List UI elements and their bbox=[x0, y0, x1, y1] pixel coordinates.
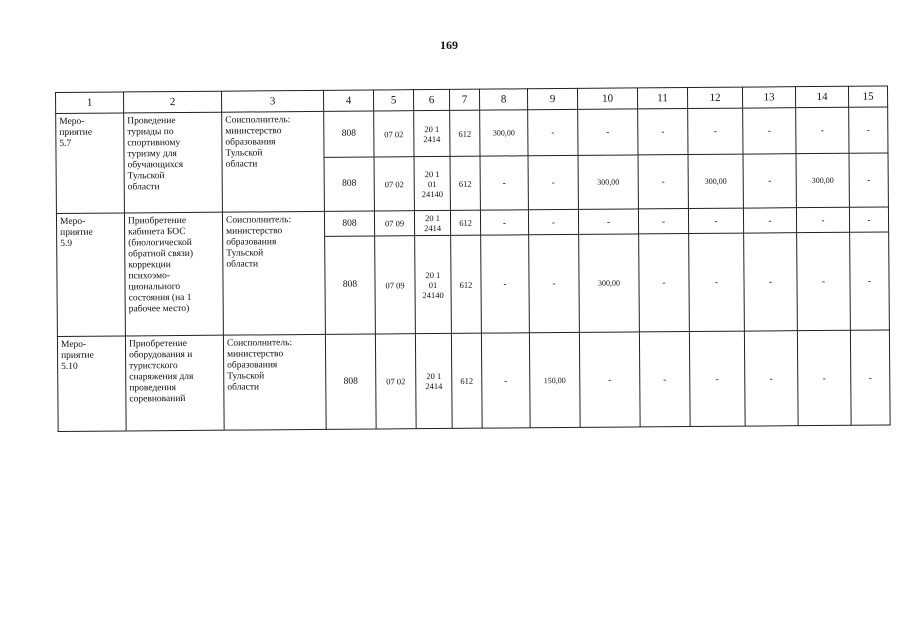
executor-line: области bbox=[226, 259, 259, 270]
code-line: 20 1 bbox=[425, 212, 440, 224]
description-line: ционального bbox=[128, 282, 181, 293]
grbs-code: 808 bbox=[324, 157, 374, 211]
value-cell: - bbox=[689, 331, 745, 426]
description-line: области bbox=[127, 182, 160, 193]
value-cell: - bbox=[796, 107, 849, 153]
grbs-code: 808 bbox=[324, 111, 374, 157]
code-line: 24140 bbox=[422, 289, 444, 300]
expense-type-code: 612 bbox=[451, 235, 482, 333]
executor-line: образования bbox=[226, 237, 277, 248]
column-header: 13 bbox=[742, 87, 795, 108]
value-cell: - bbox=[688, 108, 743, 154]
column-header: 11 bbox=[637, 88, 687, 109]
event-line: Меро- bbox=[59, 116, 85, 127]
value-cell: - bbox=[797, 232, 851, 330]
value-cell: - bbox=[849, 107, 888, 153]
executor-line: образования bbox=[225, 137, 276, 148]
value-cell: - bbox=[528, 209, 578, 234]
value-cell: - bbox=[743, 208, 796, 233]
column-header: 10 bbox=[577, 88, 637, 109]
expense-type-code: 612 bbox=[450, 210, 480, 235]
value-cell: - bbox=[850, 330, 890, 425]
table-row bbox=[56, 107, 888, 160]
description-line: спортивному bbox=[127, 138, 181, 149]
column-header: 15 bbox=[848, 86, 887, 107]
value-cell: - bbox=[639, 332, 690, 427]
code-line: 2414 bbox=[425, 380, 443, 392]
column-header: 3 bbox=[221, 90, 323, 112]
value-cell: 300,00 bbox=[579, 234, 640, 332]
executor-cell bbox=[223, 334, 326, 430]
value-cell: - bbox=[850, 232, 890, 330]
value-cell: - bbox=[480, 210, 528, 235]
code-line: 01 bbox=[428, 279, 438, 290]
value-cell: - bbox=[797, 330, 851, 425]
description-line: Приобретение bbox=[128, 338, 188, 350]
executor-cell bbox=[222, 211, 325, 335]
description-line: обратной связи) bbox=[128, 248, 194, 260]
event-line: Меро- bbox=[60, 339, 87, 350]
value-cell: - bbox=[743, 108, 796, 154]
column-header: 2 bbox=[124, 91, 222, 113]
value-cell: - bbox=[578, 209, 638, 234]
value-cell: - bbox=[578, 109, 638, 155]
section-code: 07 02 bbox=[374, 111, 414, 157]
value-cell: - bbox=[528, 155, 578, 209]
code-line: 20 1 bbox=[424, 123, 440, 134]
value-cell: - bbox=[639, 234, 690, 332]
description-line: состояния (на 1 bbox=[128, 292, 192, 304]
value-cell: - bbox=[638, 155, 688, 209]
target-article-code bbox=[414, 110, 450, 156]
executor-line: Соисполнитель: bbox=[225, 115, 291, 126]
value-cell: 300,00 bbox=[688, 154, 743, 208]
executor-line: министерство bbox=[226, 226, 283, 237]
description-line: туризму для bbox=[127, 149, 177, 160]
value-cell: 150,00 bbox=[529, 332, 580, 427]
column-header: 7 bbox=[449, 89, 479, 110]
value-cell: - bbox=[638, 109, 688, 155]
description-line: Проведение bbox=[127, 116, 176, 127]
value-cell: 300,00 bbox=[480, 110, 528, 156]
grbs-code: 808 bbox=[324, 211, 374, 236]
event-line: 5.9 bbox=[60, 238, 73, 249]
target-article-code bbox=[414, 156, 450, 210]
description-cell bbox=[124, 212, 223, 336]
column-header: 5 bbox=[373, 90, 413, 111]
budget-table-wrapper bbox=[55, 85, 890, 432]
code-line: 20 1 bbox=[426, 370, 442, 382]
description-line: (биологической bbox=[128, 237, 192, 249]
code-line: 20 1 bbox=[424, 168, 440, 179]
executor-line: Тульской bbox=[227, 371, 265, 382]
executor-cell bbox=[222, 111, 325, 212]
description-line: рабочее место) bbox=[128, 303, 190, 315]
event-cell bbox=[56, 113, 125, 214]
executor-line: Тульской bbox=[225, 148, 263, 159]
grbs-code: 808 bbox=[325, 334, 376, 429]
description-cell bbox=[125, 335, 224, 431]
expense-type-code: 612 bbox=[450, 156, 480, 210]
column-header: 6 bbox=[413, 89, 449, 110]
description-line: снаряжения для bbox=[129, 371, 194, 383]
value-cell: - bbox=[481, 333, 530, 428]
description-line: оборудования и bbox=[129, 349, 193, 361]
value-cell: - bbox=[529, 234, 580, 332]
page-number: 169 bbox=[440, 38, 458, 52]
event-line: 5.10 bbox=[61, 361, 78, 372]
value-cell: - bbox=[743, 154, 796, 208]
description-line: туриады по bbox=[127, 127, 174, 138]
budget-table bbox=[55, 85, 891, 432]
value-cell: 300,00 bbox=[578, 155, 638, 209]
value-cell: - bbox=[849, 153, 888, 207]
executor-line: области bbox=[227, 382, 260, 393]
event-line: приятие bbox=[59, 127, 93, 138]
value-cell: - bbox=[481, 235, 530, 333]
code-line: 20 1 bbox=[425, 269, 441, 280]
value-cell: - bbox=[638, 209, 688, 234]
event-cell bbox=[56, 213, 125, 337]
column-header: 1 bbox=[56, 92, 124, 114]
event-line: Меро- bbox=[59, 216, 86, 227]
expense-type-code: 612 bbox=[450, 110, 480, 156]
target-article-code bbox=[415, 235, 452, 333]
value-cell: - bbox=[689, 233, 745, 331]
executor-line: министерство bbox=[225, 126, 282, 137]
value-cell: - bbox=[528, 109, 578, 155]
description-cell bbox=[124, 112, 223, 213]
code-line: 2414 bbox=[424, 222, 442, 234]
value-cell: - bbox=[796, 207, 849, 232]
column-header: 4 bbox=[323, 90, 373, 111]
executor-line: Соисполнитель: bbox=[225, 215, 292, 226]
table-row bbox=[57, 330, 890, 432]
event-line: приятие bbox=[61, 350, 94, 361]
description-line: коррекции bbox=[128, 260, 171, 271]
description-line: туристского bbox=[129, 361, 178, 372]
event-line: 5.7 bbox=[59, 138, 72, 149]
section-code: 07 09 bbox=[375, 236, 416, 334]
expense-type-code: 612 bbox=[451, 333, 482, 428]
value-cell: - bbox=[688, 208, 743, 233]
executor-line: образования bbox=[227, 360, 278, 371]
code-line: 2414 bbox=[423, 133, 441, 144]
value-cell: - bbox=[849, 207, 888, 232]
value-cell: - bbox=[579, 332, 640, 427]
target-article-code bbox=[414, 210, 450, 235]
description-line: кабинета БОС bbox=[128, 226, 186, 238]
section-code: 07 02 bbox=[374, 157, 414, 211]
column-header: 9 bbox=[527, 88, 577, 109]
executor-line: Соисполнитель: bbox=[226, 338, 293, 349]
code-line: 01 bbox=[427, 178, 437, 189]
section-code: 07 02 bbox=[375, 334, 416, 429]
column-header: 12 bbox=[687, 87, 742, 108]
description-line: обучающихся bbox=[127, 159, 184, 171]
value-cell: 300,00 bbox=[796, 153, 849, 207]
description-line: психоэмо- bbox=[128, 271, 171, 282]
event-cell bbox=[57, 336, 126, 432]
event-line: приятие bbox=[60, 227, 93, 238]
grbs-code: 808 bbox=[325, 236, 376, 334]
description-line: проведения bbox=[129, 383, 177, 394]
value-cell: - bbox=[744, 233, 798, 331]
value-cell: - bbox=[480, 156, 528, 210]
target-article-code bbox=[415, 333, 452, 428]
description-line: Приобретение bbox=[127, 215, 187, 227]
value-cell: - bbox=[744, 331, 798, 426]
code-line: 24140 bbox=[421, 188, 443, 199]
executor-line: области bbox=[225, 159, 258, 170]
executor-line: министерство bbox=[227, 349, 284, 360]
column-header: 8 bbox=[479, 89, 527, 110]
section-code: 07 09 bbox=[374, 211, 414, 236]
executor-line: Тульской bbox=[226, 248, 264, 259]
description-line: соревнований bbox=[129, 393, 186, 405]
description-line: Тульской bbox=[127, 171, 165, 182]
column-header: 14 bbox=[795, 86, 848, 107]
